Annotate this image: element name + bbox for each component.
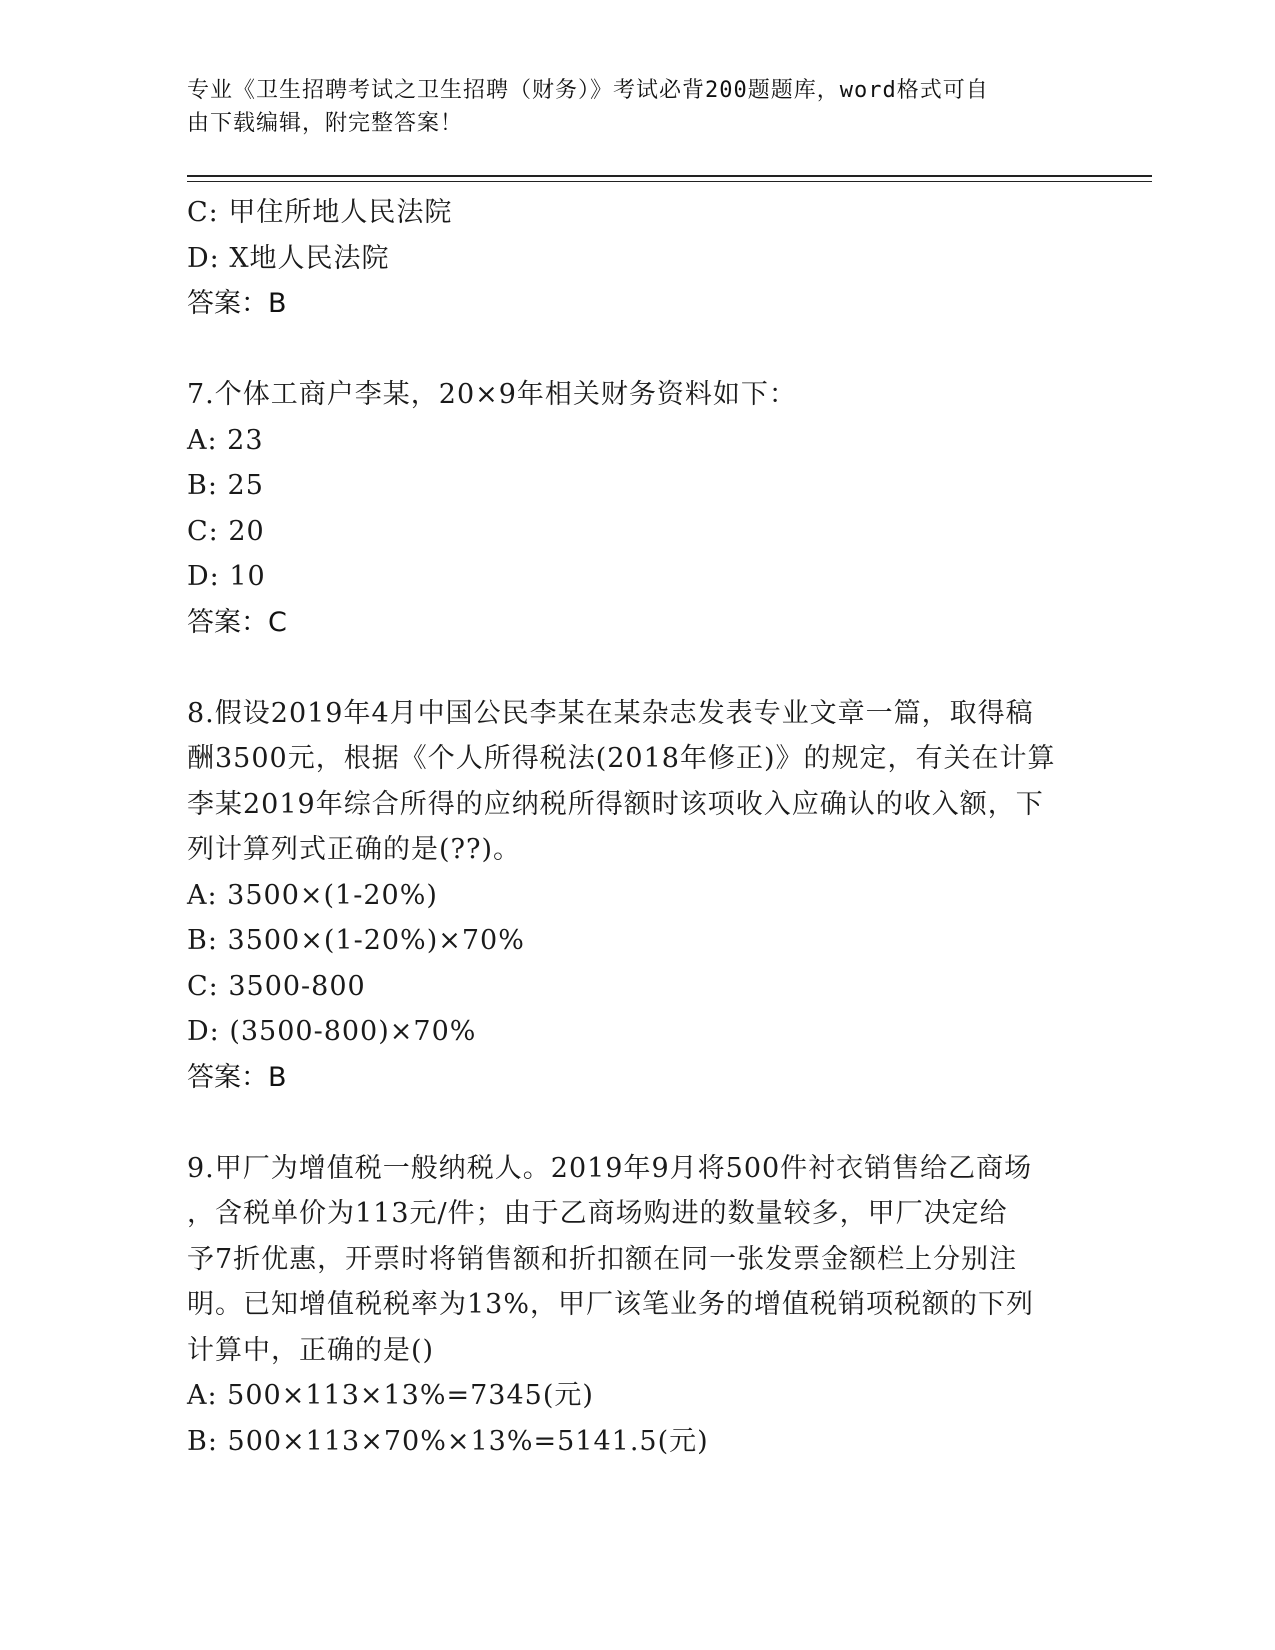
question-stem-line: 9.甲厂为增值税一般纳税人。2019年9月将500件衬衣销售给乙商场: [187, 1152, 1033, 1184]
question-content: [187, 190, 1087, 1464]
question-stem-line: 计算中，正确的是(): [187, 1334, 435, 1366]
header-divider-thick: [187, 175, 1152, 177]
header-line-1: 专业《卫生招聘考试之卫生招聘（财务）》考试必背200题题库，word格式可自: [187, 78, 989, 103]
answer-line: 答案：B: [187, 1061, 287, 1093]
question-stem-line: 李某2019年综合所得的应纳税所得额时该项收入应确认的收入额，下: [187, 788, 1044, 820]
option-d: D: X地人民法院: [187, 242, 390, 274]
question-7: [187, 372, 1087, 645]
option-d: D: (3500-800)×70%: [187, 1016, 477, 1047]
question-stem-line: 8.假设2019年4月中国公民李某在某杂志发表专业文章一篇，取得稿: [187, 697, 1034, 729]
question-stem-line: 7.个体工商户李某，20×9年相关财务资料如下：: [187, 379, 797, 410]
header-line-2: 由下载编辑，附完整答案！: [187, 111, 464, 136]
question-stem-line: 明。已知增值税税率为13%，甲厂该笔业务的增值税销项税额的下列: [187, 1289, 1035, 1320]
answer-line: 答案：C: [187, 606, 287, 638]
option-a: A: 500×113×13%=7345(元): [187, 1380, 594, 1411]
option-c: C: 20: [187, 515, 265, 547]
option-c: C: 3500-800: [187, 970, 366, 1002]
option-a: A: 3500×(1-20%): [187, 879, 438, 911]
option-a: A: 23: [187, 424, 264, 456]
question-stem-line: ，含税单价为113元/件；由于乙商场购进的数量较多，甲厂决定给: [187, 1198, 1008, 1229]
spacer: [187, 645, 1087, 691]
question-stem-line: 酬3500元，根据《个人所得税法(2018年修正)》的规定，有关在计算: [187, 743, 1056, 774]
option-b: B: 25: [187, 470, 264, 501]
option-d: D: 10: [187, 561, 266, 592]
question-stem-line: 予7折优惠，开票时将销售额和折扣额在同一张发票金额栏上分别注: [187, 1243, 1018, 1275]
spacer: [187, 1100, 1087, 1146]
option-c: C: 甲住所地人民法院: [187, 197, 453, 228]
document-header: [187, 74, 1067, 140]
option-b: B: 3500×(1-20%)×70%: [187, 925, 525, 956]
header-divider-thin: [187, 181, 1152, 182]
question-8: [187, 691, 1087, 1101]
question-stem-line: 列计算列式正确的是(??)。: [187, 834, 522, 865]
question-6-tail: [187, 190, 1087, 327]
spacer: [187, 327, 1087, 373]
option-b: B: 500×113×70%×13%=5141.5(元): [187, 1425, 709, 1457]
answer-line: 答案：B: [187, 288, 287, 319]
question-9: [187, 1146, 1087, 1465]
